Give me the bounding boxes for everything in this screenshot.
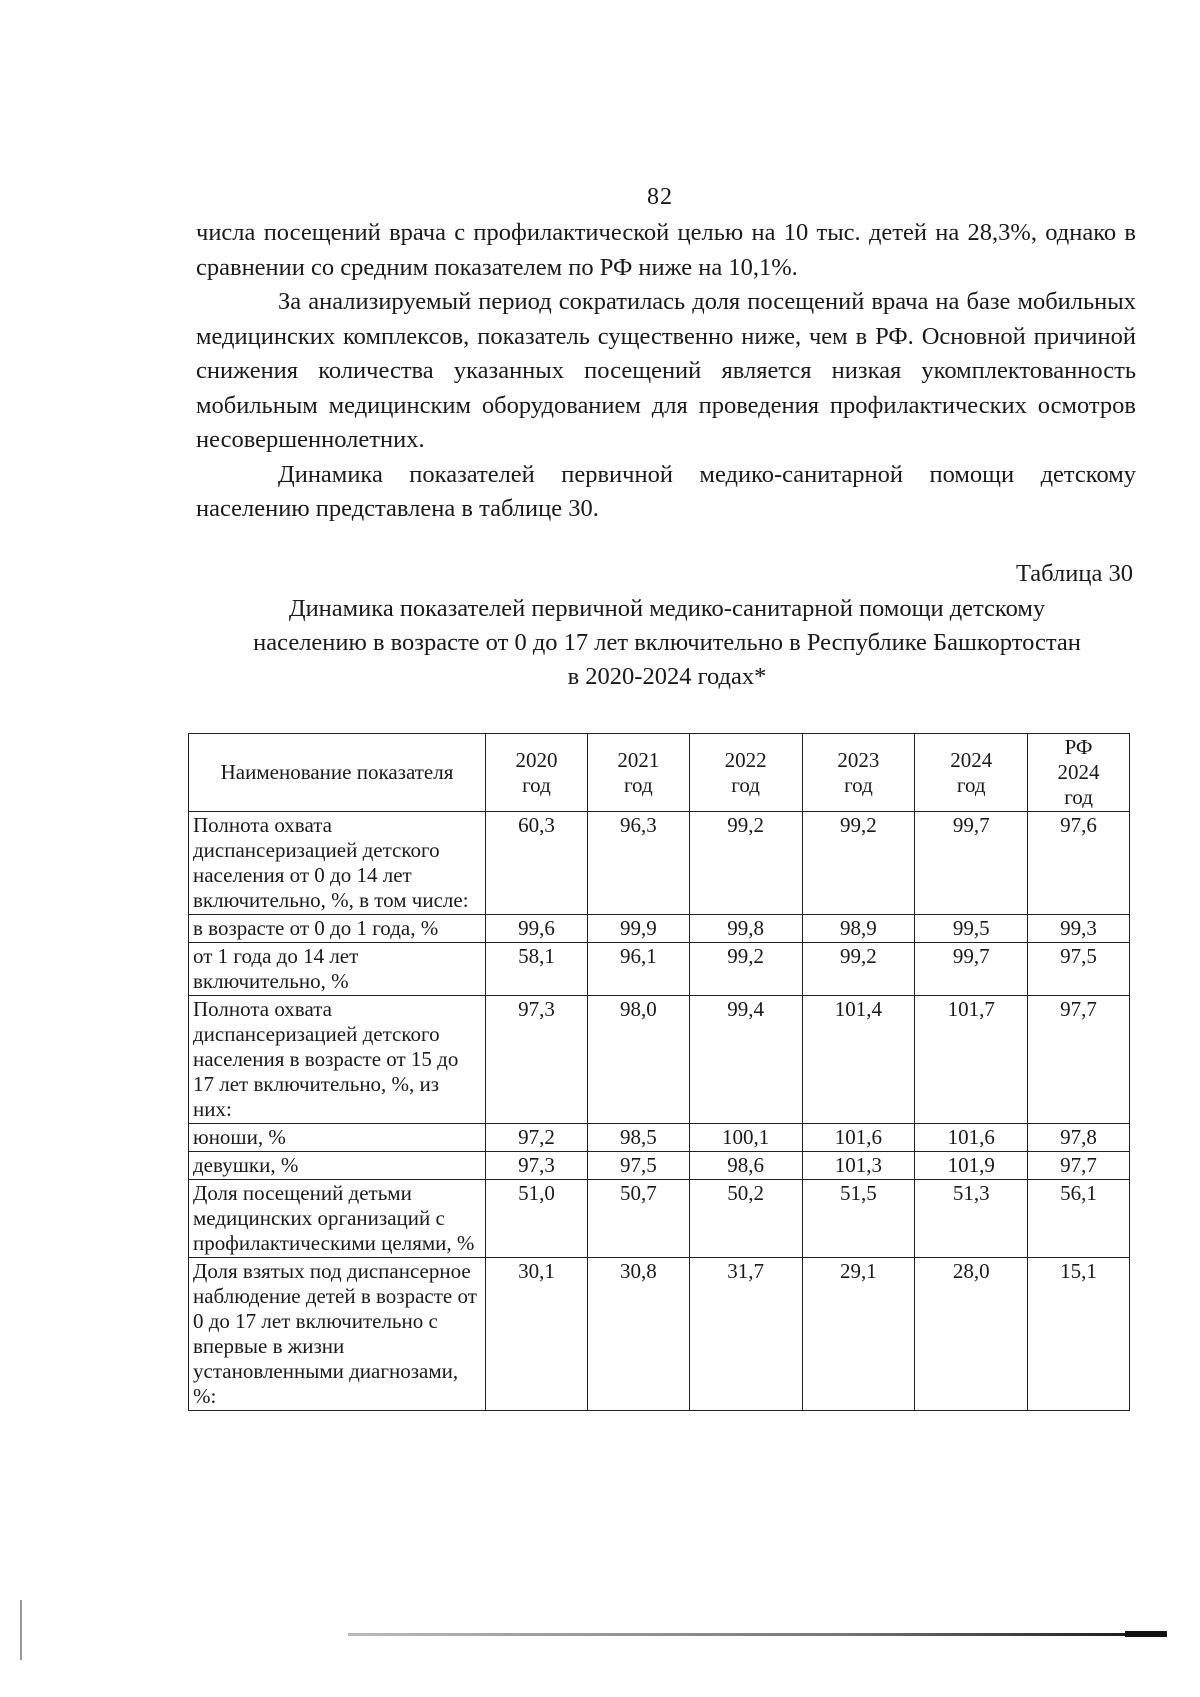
table-label: Таблица 30 bbox=[1015, 560, 1133, 587]
header-2021-year: 2021 bbox=[617, 747, 660, 772]
paragraph-3: Динамика показателей первичной медико-санитарной помощи детскому населению представлена в таблице 30. bbox=[196, 460, 1136, 522]
value-2021: 98,5 bbox=[587, 1124, 689, 1152]
value-rf-2024: 97,8 bbox=[1028, 1124, 1130, 1152]
header-2020 bbox=[486, 734, 588, 812]
value-2023: 99,2 bbox=[802, 812, 915, 915]
value-2022: 99,4 bbox=[689, 996, 802, 1124]
value-2020: 97,3 bbox=[486, 996, 588, 1124]
indicators-table bbox=[188, 733, 1130, 1411]
value-2024: 99,5 bbox=[915, 915, 1028, 943]
value-2021: 98,0 bbox=[587, 996, 689, 1124]
header-rf-unit: год bbox=[1064, 785, 1093, 809]
body-text bbox=[196, 216, 1136, 527]
value-2024: 51,3 bbox=[915, 1180, 1028, 1258]
row-name: юноши, % bbox=[189, 1124, 486, 1152]
header-2023-unit: год bbox=[844, 772, 873, 797]
header-rf-label: РФ bbox=[1064, 735, 1093, 759]
value-2021: 96,1 bbox=[587, 943, 689, 996]
value-2024: 99,7 bbox=[915, 812, 1028, 915]
table-row bbox=[189, 1152, 1130, 1180]
row-name: от 1 года до 14 лет включительно, % bbox=[189, 943, 486, 996]
value-2021: 30,8 bbox=[587, 1258, 689, 1411]
left-scan-mark bbox=[20, 1600, 22, 1660]
value-rf-2024: 97,7 bbox=[1028, 996, 1130, 1124]
value-2021: 99,9 bbox=[587, 915, 689, 943]
value-2024: 99,7 bbox=[915, 943, 1028, 996]
value-2023: 101,4 bbox=[802, 996, 915, 1124]
value-2023: 101,3 bbox=[802, 1152, 915, 1180]
paragraph-1: числа посещений врача с профилактической целью на 10 тыс. детей на 28,3%, однако в сравнении со средним показателем по РФ ниже на 10,1%. bbox=[196, 219, 1136, 281]
header-2021-unit: год bbox=[623, 772, 653, 797]
table-row bbox=[189, 915, 1130, 943]
table-row bbox=[189, 943, 1130, 996]
header-rf-2024 bbox=[1028, 734, 1130, 812]
header-2020-year: 2020 bbox=[515, 747, 558, 772]
value-rf-2024: 99,3 bbox=[1028, 915, 1130, 943]
page-number: 82 bbox=[647, 184, 673, 210]
value-2020: 97,3 bbox=[486, 1152, 588, 1180]
row-name: Полнота охвата диспансеризацией детского населения в возрасте от 15 до 17 лет включительно, %, из них: bbox=[189, 996, 486, 1124]
row-name: Доля посещений детьми медицинских организаций с профилактическими целями, % bbox=[189, 1180, 486, 1258]
value-2024: 101,6 bbox=[915, 1124, 1028, 1152]
value-2020: 97,2 bbox=[486, 1124, 588, 1152]
table-header-row bbox=[189, 734, 1130, 812]
value-2020: 30,1 bbox=[486, 1258, 588, 1411]
header-2024 bbox=[915, 734, 1028, 812]
value-rf-2024: 97,6 bbox=[1028, 812, 1130, 915]
bottom-scan-rule bbox=[348, 1633, 1166, 1636]
value-2022: 31,7 bbox=[689, 1258, 802, 1411]
paragraph-2: За анализируемый период сократилась доля посещений врача на базе мобильных медицинских комплексов, показатель существенно ниже, чем в РФ. Основной причиной снижения количества указанных посещений является низкая укомплектованность мобильным медицинским оборудованием для проведения профилактических осмотров несовершеннолетних. bbox=[196, 288, 1136, 453]
table-row bbox=[189, 1124, 1130, 1152]
table-title bbox=[196, 592, 1138, 694]
value-2021: 96,3 bbox=[587, 812, 689, 915]
table-title-line-3: в 2020-2024 годах* bbox=[567, 663, 767, 690]
table-title-line-2: населению в возрасте от 0 до 17 лет включительно в Республике Башкортостан bbox=[253, 629, 1081, 656]
header-2022 bbox=[689, 734, 802, 812]
header-2022-unit: год bbox=[731, 772, 760, 797]
value-2024: 101,7 bbox=[915, 996, 1028, 1124]
value-rf-2024: 97,5 bbox=[1028, 943, 1130, 996]
value-2024: 101,9 bbox=[915, 1152, 1028, 1180]
value-2020: 99,6 bbox=[486, 915, 588, 943]
row-name: Доля взятых под диспансерное наблюдение детей в возрасте от 0 до 17 лет включительно с впервые в жизни установленными диагнозами, %: bbox=[189, 1258, 486, 1411]
value-2023: 101,6 bbox=[802, 1124, 915, 1152]
value-rf-2024: 97,7 bbox=[1028, 1152, 1130, 1180]
header-rf-year: 2024 bbox=[1057, 760, 1100, 784]
value-2022: 98,6 bbox=[689, 1152, 802, 1180]
header-2024-year: 2024 bbox=[950, 747, 993, 772]
header-2021 bbox=[587, 734, 689, 812]
table-row bbox=[189, 996, 1130, 1124]
value-2022: 100,1 bbox=[689, 1124, 802, 1152]
value-rf-2024: 56,1 bbox=[1028, 1180, 1130, 1258]
value-2021: 50,7 bbox=[587, 1180, 689, 1258]
value-2022: 99,2 bbox=[689, 943, 802, 996]
value-2021: 97,5 bbox=[587, 1152, 689, 1180]
table-row bbox=[189, 1180, 1130, 1258]
row-name: Полнота охвата диспансеризацией детского населения от 0 до 14 лет включительно, %, в том числе: bbox=[189, 812, 486, 915]
header-2022-year: 2022 bbox=[724, 747, 767, 772]
row-name: в возрасте от 0 до 1 года, % bbox=[189, 915, 486, 943]
value-2023: 51,5 bbox=[802, 1180, 915, 1258]
value-rf-2024: 15,1 bbox=[1028, 1258, 1130, 1411]
header-2023 bbox=[802, 734, 915, 812]
value-2020: 51,0 bbox=[486, 1180, 588, 1258]
value-2023: 99,2 bbox=[802, 943, 915, 996]
table-row bbox=[189, 812, 1130, 915]
table-title-line-1: Динамика показателей первичной медико-санитарной помощи детскому bbox=[288, 595, 1046, 622]
header-2023-year: 2023 bbox=[837, 747, 880, 772]
row-name: девушки, % bbox=[189, 1152, 486, 1180]
value-2022: 50,2 bbox=[689, 1180, 802, 1258]
value-2022: 99,8 bbox=[689, 915, 802, 943]
value-2020: 60,3 bbox=[486, 812, 588, 915]
value-2024: 28,0 bbox=[915, 1258, 1028, 1411]
value-2022: 99,2 bbox=[689, 812, 802, 915]
bottom-scan-rule-end bbox=[1125, 1631, 1167, 1637]
value-2020: 58,1 bbox=[486, 943, 588, 996]
table-row bbox=[189, 1258, 1130, 1411]
value-2023: 29,1 bbox=[802, 1258, 915, 1411]
header-2024-unit: год bbox=[956, 772, 986, 797]
value-2023: 98,9 bbox=[802, 915, 915, 943]
header-indicator-name: Наименование показателя bbox=[189, 734, 486, 812]
header-2020-unit: год bbox=[522, 772, 551, 797]
